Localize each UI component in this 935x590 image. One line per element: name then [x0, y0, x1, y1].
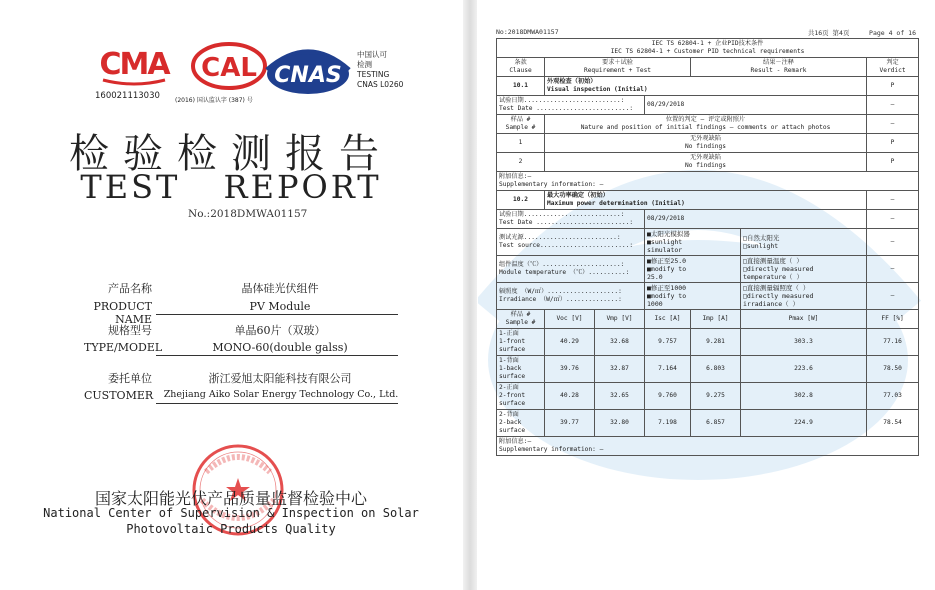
customer-value-cn: 浙江爱旭太阳能科技有限公司: [208, 372, 352, 385]
s2-title-en: Maximum power determination (Initial): [547, 200, 685, 207]
col-result: 结果－注释 Result - Remark: [691, 58, 867, 77]
s2-temperature-label: 组件温度（℃）.....................: Module temperature （℃）..........:: [497, 256, 645, 283]
report-number: No.:2018DMWA01157: [188, 208, 308, 220]
customer-label-en: CUSTOMER: [84, 389, 154, 402]
s2-date: 08/29/2018: [645, 210, 867, 229]
product-value-cn: 晶体硅光伏组件: [241, 282, 319, 295]
product-underline: [156, 314, 398, 315]
s2-row-4-imp: 6.857: [691, 410, 741, 437]
s2-col-imp: Imp [A]: [691, 310, 741, 329]
s1-row-1-finding-en: No findings: [685, 143, 726, 150]
type-label-cn: 规格型号: [108, 324, 152, 337]
type-value-cn: 单晶60片（双玻）: [234, 324, 326, 337]
s2-row-2-ff: 78.50: [867, 356, 919, 383]
s1-row-1-sample: 1: [497, 134, 545, 153]
product-value-en: PV Module: [249, 300, 311, 313]
s2-row-1-pmax: 303.3: [741, 329, 867, 356]
s2-date-verdict: —: [867, 210, 919, 229]
col-verdict: 判定 Verdict: [867, 58, 919, 77]
s2-row-2-sample: 1-背面 1-back surface: [497, 356, 545, 383]
svg-text:CNAS: CNAS: [274, 63, 342, 88]
s2-irradiance-verdict: —: [867, 283, 919, 310]
cnas-text-line-2: 检测: [357, 60, 372, 69]
s2-temperature-option-1: ■修正至25.0 ■modify to 25.0: [645, 256, 741, 283]
cnas-text-line-1: 中国认可: [357, 50, 387, 59]
s2-col-isc: Isc [A]: [645, 310, 691, 329]
s2-source-label: 测试光源.........................: Test source........................:: [497, 229, 645, 256]
cma-logo: [95, 40, 173, 90]
certification-logos: [95, 40, 415, 110]
s1-row-1-verdict: P: [867, 134, 919, 153]
s1-row-1-finding-cn: 无外观缺陷: [690, 135, 721, 142]
s2-source-option-1: ■太阳光模拟器 ■sunlight simulator: [645, 229, 741, 256]
s2-row-1-isc: 9.757: [645, 329, 691, 356]
s2-title: [545, 191, 867, 210]
s1-sample-label: 样品 # Sample #: [497, 115, 545, 134]
s2-col-voc: Voc [V]: [545, 310, 595, 329]
s1-position-verdict: —: [867, 115, 919, 134]
s2-irradiance-label: 辐照度 （W/㎡）...................: Irradiance （W/㎡）..............:: [497, 283, 645, 310]
s2-row-3-pmax: 302.8: [741, 383, 867, 410]
s1-position-header: [545, 115, 867, 134]
s2-supplementary: 附加信息:— Supplementary information: —: [497, 437, 919, 456]
s1-row-2-finding-cn: 无外观缺陷: [690, 154, 721, 161]
cnas-text-line-4: CNAS L0260: [357, 80, 404, 89]
s2-col-vmp: Vmp [V]: [595, 310, 645, 329]
title-chinese: 检验检测报告: [69, 131, 393, 177]
standard-header: [497, 39, 919, 58]
s2-date-label: 试验日期..........................: Test Date .........................:: [497, 210, 645, 229]
product-label-cn: 产品名称: [108, 282, 152, 295]
s2-verdict: —: [867, 191, 919, 210]
s2-row-1-voc: 40.29: [545, 329, 595, 356]
s1-title-en: Visual inspection (Initial): [547, 86, 648, 93]
s2-row-4-vmp: 32.80: [595, 410, 645, 437]
issuer-name-cn: 国家太阳能光伏产品质量监督检验中心: [94, 489, 367, 508]
s2-row-4-isc: 7.198: [645, 410, 691, 437]
s2-col-pmax: Pmax [W]: [741, 310, 867, 329]
title-english: TEST REPORT: [80, 168, 382, 206]
type-underline: [156, 355, 398, 356]
s1-row-2-finding-en: No findings: [685, 162, 726, 169]
s1-position-cn: 位置的判定 – 评定或附照片: [665, 116, 746, 123]
s1-row-2-finding: [545, 153, 867, 172]
s1-title-cn: 外观检查（初始）: [547, 78, 597, 85]
s2-row-4-pmax: 224.9: [741, 410, 867, 437]
cnas-text-line-3: TESTING: [357, 70, 390, 79]
s1-row-2-sample: 2: [497, 153, 545, 172]
s2-irradiance-option-1: ■修正至1000 ■modify to 1000: [645, 283, 741, 310]
s1-title: [545, 77, 867, 96]
s2-col-ff: FF [%]: [867, 310, 919, 329]
svg-text:CAL: CAL: [201, 53, 257, 83]
s2-source-option-2: □自然太阳光 □sunlight: [741, 229, 867, 256]
page-report-number: No:2018DMWA01157: [496, 28, 559, 36]
s1-position-en: Nature and position of initial findings – comments or attach photos: [580, 124, 831, 131]
s2-row-4-sample: 2-背面 2-back surface: [497, 410, 545, 437]
col-clause: 条款 Clause: [497, 58, 545, 77]
test-results-page: [478, 0, 924, 590]
cal-caption: (2016) 国认监认字 (387) 号: [175, 97, 253, 104]
s2-source-verdict: —: [867, 229, 919, 256]
report-cover-page: [0, 0, 462, 590]
issuer-name-en-line-1: National Center of Supervision & Inspection on Solar: [43, 506, 419, 520]
col-requirement: 要求＋试验 Requirement + Test: [545, 58, 691, 77]
s2-row-3-vmp: 32.65: [595, 383, 645, 410]
svg-text:CMA: CMA: [99, 47, 169, 82]
cal-logo: [187, 40, 271, 96]
customer-value-en: Zhejiang Aiko Solar Energy Technology Co., Ltd.: [163, 389, 399, 400]
page-gutter: [463, 0, 477, 590]
s1-date: 08/29/2018: [645, 96, 867, 115]
cnas-description: [357, 50, 403, 90]
cma-number: 160021113030: [95, 91, 160, 101]
s2-row-1-ff: 77.16: [867, 329, 919, 356]
s2-row-2-pmax: 223.6: [741, 356, 867, 383]
s2-row-2-voc: 39.76: [545, 356, 595, 383]
issuer-name-en-line-2: Photovoltaic Products Quality: [126, 522, 336, 536]
s2-row-3-voc: 40.28: [545, 383, 595, 410]
s1-clause: 10.1: [497, 77, 545, 96]
s1-supplementary: 附加信息:— Supplementary information: —: [497, 172, 919, 191]
s2-row-1-vmp: 32.68: [595, 329, 645, 356]
standard-line-2: IEC TS 62804-1 + Customer PID technical requirements: [610, 48, 805, 55]
s1-date-label: 试验日期..........................: Test Date .........................:: [497, 96, 645, 115]
type-value-en: MONO-60(double galss): [212, 341, 348, 354]
s2-row-2-isc: 7.164: [645, 356, 691, 383]
type-label-en: TYPE/MODEL: [84, 341, 163, 354]
standard-line-1: IEC TS 62804-1 + 企业PID技术条件: [651, 40, 764, 47]
s2-row-3-imp: 9.275: [691, 383, 741, 410]
s2-row-4-ff: 78.54: [867, 410, 919, 437]
s2-row-1-sample: 1-正面 1-front surface: [497, 329, 545, 356]
cnas-logo: [263, 40, 353, 100]
page-number: 共16页 第4页 Page 4 of 16: [807, 29, 916, 37]
s2-temperature-verdict: —: [867, 256, 919, 283]
s2-row-1-imp: 9.281: [691, 329, 741, 356]
customer-underline: [156, 403, 398, 404]
results-table: [496, 38, 919, 456]
s2-row-3-isc: 9.760: [645, 383, 691, 410]
s2-clause: 10.2: [497, 191, 545, 210]
s2-irradiance-option-2: □直接测量辐照度（ ） □directly measured irradiance（ ）: [741, 283, 867, 310]
s2-row-3-sample: 2-正面 2-front surface: [497, 383, 545, 410]
s1-verdict: P: [867, 77, 919, 96]
s2-row-2-vmp: 32.87: [595, 356, 645, 383]
s2-row-3-ff: 77.03: [867, 383, 919, 410]
s2-temperature-option-2: □直接测量温度（ ） □directly measured temperature（ ）: [741, 256, 867, 283]
s2-col-sample: 样品 # Sample #: [497, 310, 545, 329]
s2-row-2-imp: 6.803: [691, 356, 741, 383]
customer-label-cn: 委托单位: [108, 372, 152, 385]
s2-title-cn: 最大功率确定（初始）: [547, 192, 609, 199]
product-label-en: PRODUCT NAME: [93, 300, 152, 326]
s1-row-2-verdict: P: [867, 153, 919, 172]
s2-row-4-voc: 39.77: [545, 410, 595, 437]
s1-date-verdict: —: [867, 96, 919, 115]
s1-row-1-finding: [545, 134, 867, 153]
